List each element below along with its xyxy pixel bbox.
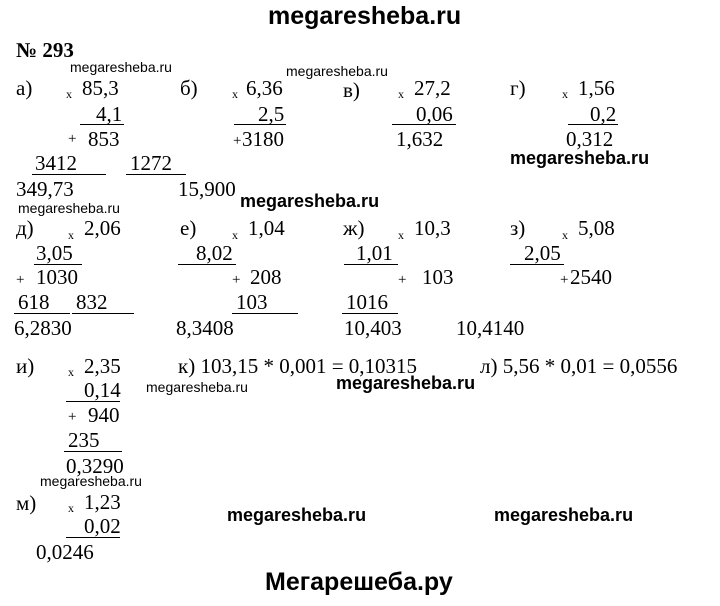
equation-l: л) 5,56 * 0,01 = 0,0556 [480,354,678,378]
underline [66,537,120,538]
multiplier: 2,5 [258,102,285,126]
partial-product: 3412 [35,151,77,175]
plus-sign: + [233,133,242,149]
result: 8,3408 [176,316,234,340]
label-e: е) [180,216,197,240]
multiplier: 0,06 [416,102,453,126]
result: 10,403 [344,316,402,340]
underline [344,264,398,265]
underline [14,313,70,314]
label-m: м) [16,491,37,515]
label-a: а) [16,76,33,100]
label-v: в) [343,78,360,102]
watermark: megaresheba.ru [18,200,120,216]
partial-product: 618 [18,290,50,314]
multiplier: 3,05 [36,241,73,265]
multiplier: 0,14 [84,378,121,402]
mult-sign: x [232,87,238,101]
plus-sign: + [16,272,25,288]
plus-sign: + [560,272,569,288]
underline [568,124,618,125]
watermark: megaresheba.ru [240,191,380,211]
multiplier: 2,05 [524,241,561,265]
partial-product: 2540 [570,265,612,289]
footer-watermark: Мегарешеба.ру [265,568,453,596]
plus-sign: + [398,272,407,288]
partial-product: 1016 [346,290,388,314]
multiplicand: 1,56 [578,76,615,100]
result: 1,632 [396,127,444,151]
mult-sign: x [68,365,74,379]
underline [232,313,298,314]
equation-k: к) 103,15 * 0,001 = 0,10315 [178,354,418,378]
partial-product: 832 [76,290,108,314]
underline [342,313,398,314]
underline [510,264,564,265]
mult-sign: x [562,87,568,101]
multiplier: 1,01 [356,241,393,265]
multiplier: 0,2 [590,102,617,126]
watermark: megaresheba.ru [510,148,650,168]
label-g: г) [510,76,526,100]
underline [32,174,106,175]
mult-sign: x [398,228,404,242]
underline [392,124,456,125]
mult-sign: x [562,228,568,242]
multiplier: 4,1 [96,102,123,126]
watermark: megaresheba.ru [286,63,388,79]
watermark: megaresheba.ru [40,473,142,489]
label-z: з) [510,216,526,240]
result: 6,2830 [14,316,72,340]
partial-product: 103 [236,290,268,314]
partial-product: 1272 [130,151,172,175]
underline [72,313,134,314]
plus-sign: + [68,131,77,147]
label-zh: ж) [343,216,365,240]
label-d: д) [16,216,34,240]
partial-product: 103 [422,265,454,289]
underline [80,124,124,125]
label-i: и) [16,354,35,378]
partial-product: 3180 [242,127,284,151]
underline [66,401,120,402]
underline [126,174,186,175]
watermark: megaresheba.ru [494,505,634,525]
partial-product: 235 [68,428,100,452]
multiplicand: 1,04 [248,216,285,240]
header-watermark: megaresheba.ru [268,2,462,30]
multiplier: 0,02 [84,514,121,538]
result: 0,0246 [36,540,94,564]
mult-sign: x [66,87,72,101]
problem-number: № 293 [16,38,74,62]
multiplicand: 6,36 [246,76,283,100]
mult-sign: x [68,228,74,242]
multiplier: 8,02 [196,241,233,265]
multiplicand: 85,3 [82,76,119,100]
watermark: megaresheba.ru [70,59,172,75]
result: 15,900 [178,177,236,201]
result: 10,4140 [456,316,525,340]
plus-sign: + [68,409,77,425]
watermark: megaresheba.ru [336,373,476,393]
underline [234,124,286,125]
label-b: б) [180,76,198,100]
mult-sign: x [232,228,238,242]
watermark: megaresheba.ru [146,379,248,395]
underline [64,451,122,452]
partial-product: 853 [88,127,120,151]
mult-sign: x [68,501,74,515]
partial-product: 208 [250,265,282,289]
multiplicand: 10,3 [414,216,451,240]
multiplicand: 2,35 [84,354,121,378]
result: 0,312 [566,127,614,151]
multiplicand: 27,2 [414,76,451,100]
result: 0,3290 [66,454,124,478]
mult-sign: x [398,87,404,101]
multiplicand: 1,23 [84,490,121,514]
partial-product: 1030 [36,265,78,289]
multiplicand: 5,08 [578,216,615,240]
underline [178,264,236,265]
plus-sign: + [232,272,241,288]
result: 349,73 [16,177,74,201]
partial-product: 940 [88,403,120,427]
watermark: megaresheba.ru [227,505,367,525]
multiplicand: 2,06 [84,216,121,240]
